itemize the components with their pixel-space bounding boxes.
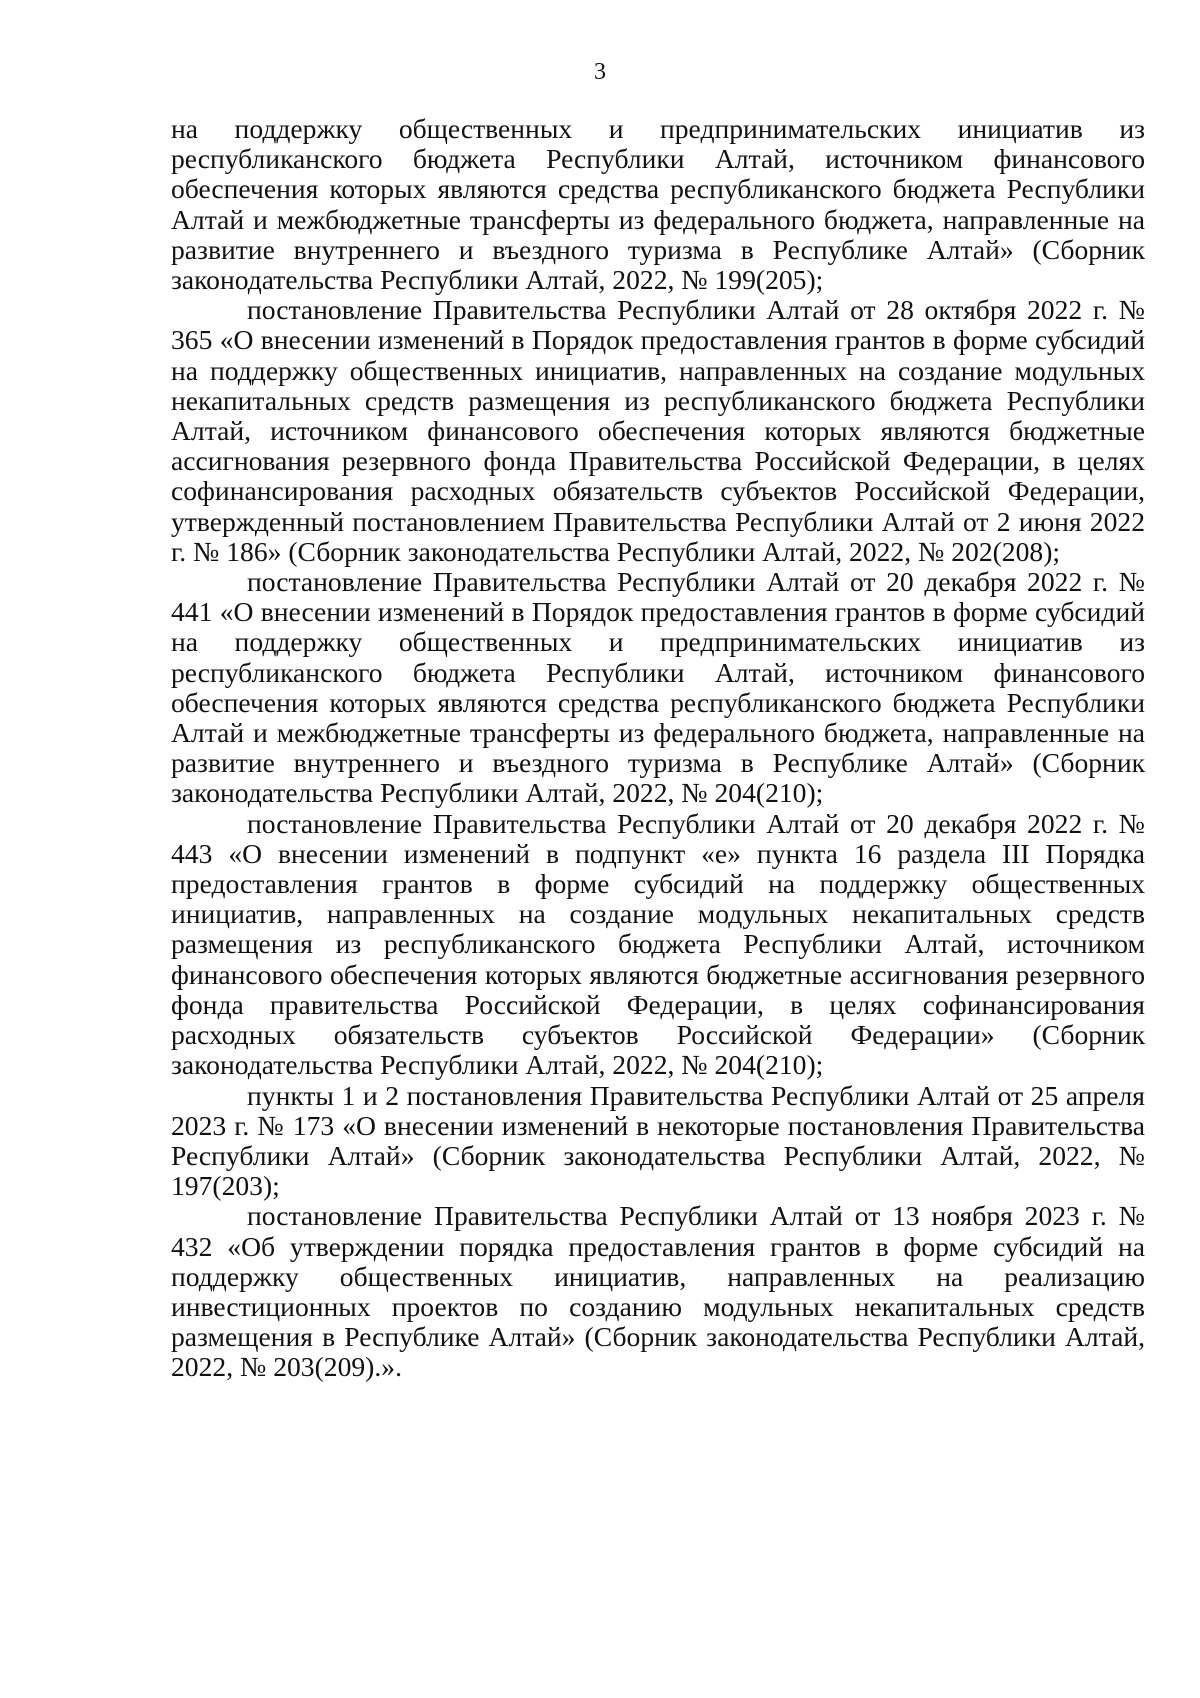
paragraph-resolution-432: постановление Правительства Республики Алтай от 13 ноября 2023 г. № 432 «Об утверждении порядка предоставления грантов в форме субсидий на поддержку общественных инициатив, направленных на реализацию инвестиционных проектов по созданию модульных некапитальных средств размещения в Республике Алтай» (Сборник законодательства Республики Алтай, 2022, № 203(209).». xyxy=(171,1200,1145,1383)
paragraph-resolution-443: постановление Правительства Республики Алтай от 20 декабря 2022 г. № 443 «О внесении изменений в подпункт «е» пункта 16 раздела III Порядка предоставления грантов в форме субсидий на поддержку общественных инициатив, направленных на создание модульных некапитальных средств размещения из республиканского бюджета Республики Алтай, источником финансового обеспечения которых являются бюджетные ассигнования резервного фонда правительства Российской Федерации, в целях софинансирования расходных обязательств субъектов Российской Федерации» (Сборник законодательства Республики Алтай, 2022, № 204(210); xyxy=(171,807,1145,1081)
paragraph-continuation: на поддержку общественных и предпринимательских инициатив из республиканского бюджета Республики Алтай, источником финансового обеспечения которых являются средства республиканского бюджета Республики Алтай и межбюджетные трансферты из федерального бюджета, направленные на развитие внутреннего и въездного туризма в Республике Алтай» (Сборник законодательства Республики Алтай, 2022, № 199(205); xyxy=(171,113,1145,296)
paragraph-resolution-173: пункты 1 и 2 постановления Правительства Республики Алтай от 25 апреля 2023 г. № 173 «О внесении изменений в некоторые постановления Правительства Республики Алтай» (Сборник законодательства Республики Алтай, 2022, № 197(203); xyxy=(171,1079,1145,1202)
paragraph-resolution-365: постановление Правительства Республики Алтай от 28 октября 2022 г. № 365 «О внесении изменений в Порядок предоставления грантов в форме субсидий на поддержку общественных инициатив, направленных на создание модульных некапитальных средств размещения из республиканского бюджета Республики Алтай, источником финансового обеспечения которых являются бюджетные ассигнования резервного фонда Правительства Российской Федерации, в целях софинансирования расходных обязательств субъектов Российской Федерации, утвержденный постановлением Правительства Республики Алтай от 2 июня 2022 г. № 186» (Сборник законодательства Республики Алтай, 2022, № 202(208); xyxy=(171,294,1145,567)
page-number: 3 xyxy=(594,59,606,85)
document-body xyxy=(171,114,1145,1383)
paragraph-resolution-441: постановление Правительства Республики Алтай от 20 декабря 2022 г. № 441 «О внесении изменений в Порядок предоставления грантов в форме субсидий на поддержку общественных и предпринимательских инициатив из республиканского бюджета Республики Алтай, источником финансового обеспечения которых являются средства республиканского бюджета Республики Алтай и межбюджетные трансферты из федерального бюджета, направленные на развитие внутреннего и въездного туризма в Республике Алтай» (Сборник законодательства Республики Алтай, 2022, № 204(210); xyxy=(171,566,1145,809)
